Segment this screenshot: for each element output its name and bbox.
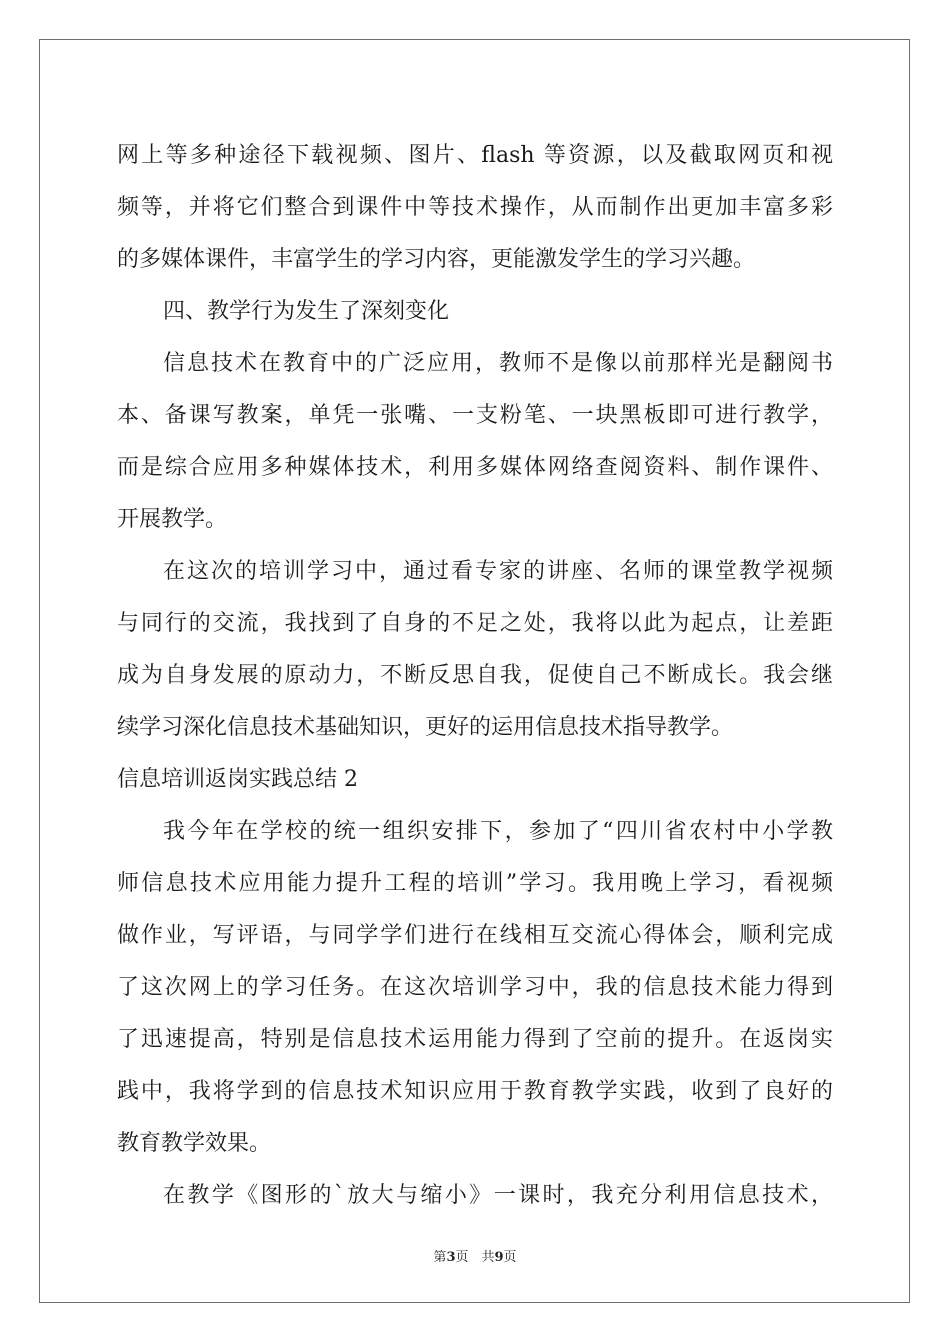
paragraph-line: 在这次的培训学习中，通过看专家的讲座、名师的课堂教学视频 <box>163 559 833 584</box>
paragraph-line: 与同行的交流，我找到了自身的不足之处，我将以此为起点，让差距 <box>117 611 833 636</box>
paragraph-line: 我今年在学校的统一组织安排下，参加了“四川省农村中小学教 <box>163 819 833 844</box>
paragraph-line: 在教学《图形的`放大与缩小》一课时，我充分利用信息技术， <box>163 1183 833 1208</box>
section-heading: 四、教学行为发生了深刻变化 <box>163 299 450 324</box>
paragraph-line: 的多媒体课件，丰富学生的学习内容，更能激发学生的学习兴趣。 <box>117 247 756 272</box>
footer-middle: 页 共 <box>455 1250 495 1265</box>
paragraph-line: 做作业，写评语，与同学学们进行在线相互交流心得体会，顺利完成 <box>117 923 833 948</box>
paragraph-line: 师信息技术应用能力提升工程的培训”学习。我用晚上学习，看视频 <box>117 871 833 896</box>
page-footer <box>0 1246 950 1265</box>
paragraph-line: 续学习深化信息技术基础知识，更好的运用信息技术指导教学。 <box>117 715 734 740</box>
total-page-number: 9 <box>494 1250 504 1265</box>
document-body <box>117 130 833 1222</box>
footer-suffix: 页 <box>503 1250 517 1265</box>
paragraph-line: 而是综合应用多种媒体技术，利用多媒体网络查阅资料、制作课件、 <box>117 455 833 480</box>
paragraph-line: 教育教学效果。 <box>117 1131 272 1156</box>
current-page-number: 3 <box>446 1250 456 1265</box>
paragraph-line: 本、备课写教案，单凭一张嘴、一支粉笔、一块黑板即可进行教学， <box>117 403 833 428</box>
footer-prefix: 第 <box>433 1250 447 1265</box>
paragraph-line: 了这次网上的学习任务。在这次培训学习中，我的信息技术能力得到 <box>117 975 833 1000</box>
paragraph-line: 践中，我将学到的信息技术知识应用于教育教学实践，收到了良好的 <box>117 1079 833 1104</box>
paragraph-line: 成为自身发展的原动力，不断反思自我，促使自己不断成长。我会继 <box>117 663 833 688</box>
paragraph-line: 开展教学。 <box>117 507 228 532</box>
paragraph-line: 网上等多种途径下载视频、图片、flash 等资源，以及截取网页和视 <box>117 143 833 168</box>
paragraph-line: 频等，并将它们整合到课件中等技术操作，从而制作出更加丰富多彩 <box>117 195 833 220</box>
section-title: 信息培训返岗实践总结 2 <box>117 767 358 792</box>
paragraph-line: 信息技术在教育中的广泛应用，教师不是像以前那样光是翻阅书 <box>163 351 833 376</box>
paragraph-line: 了迅速提高，特别是信息技术运用能力得到了空前的提升。在返岗实 <box>117 1027 833 1052</box>
